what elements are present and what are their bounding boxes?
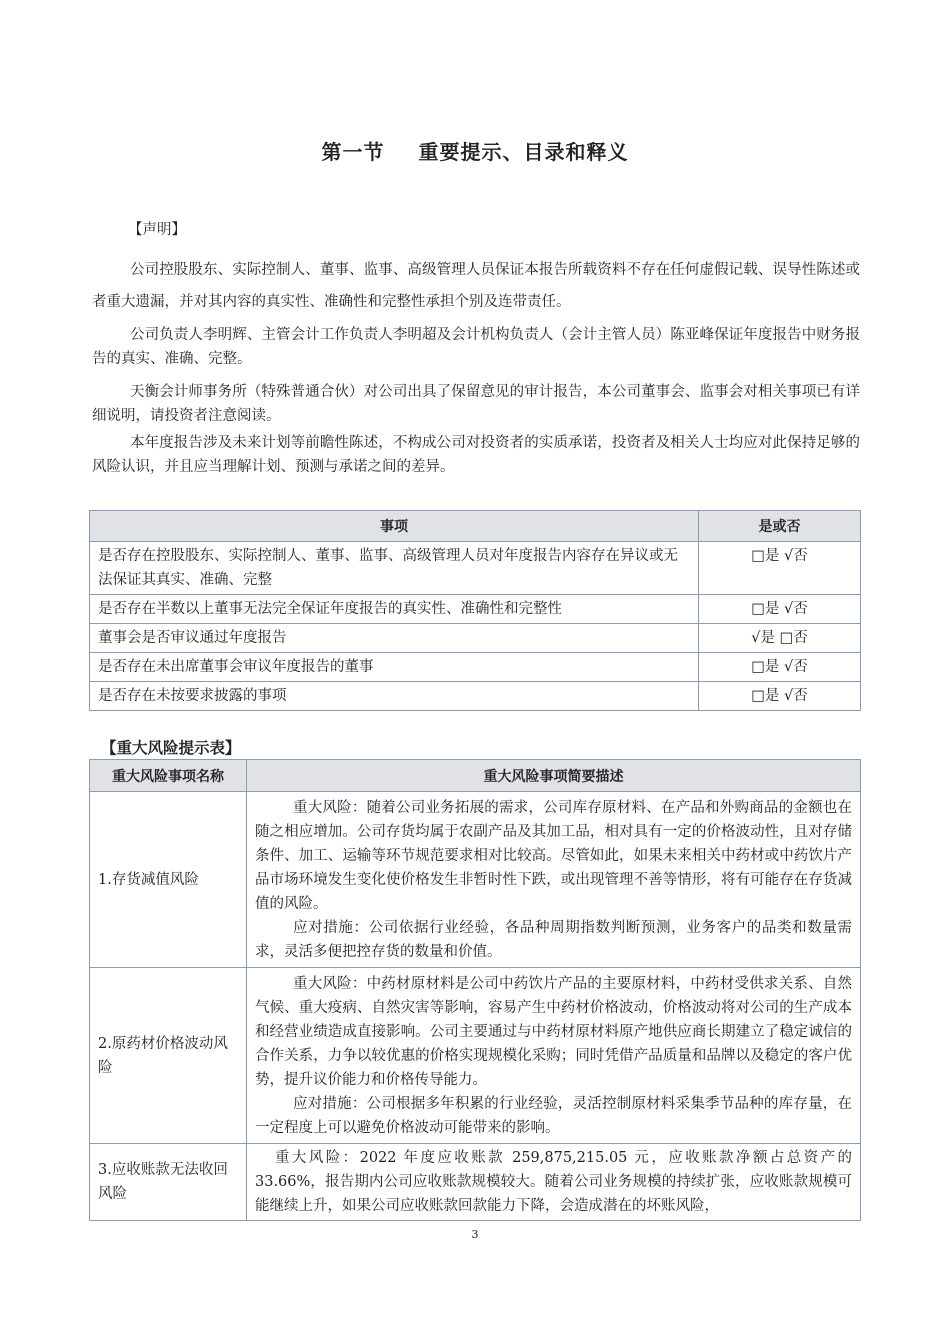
matters-table xyxy=(89,510,861,711)
matter-item: 是否存在半数以上董事无法完全保证年度报告的真实性、准确性和完整性 xyxy=(90,595,699,624)
matter-answer: □是 √否 xyxy=(699,682,861,711)
header-item: 事项 xyxy=(90,511,699,542)
matter-answer: □是 √否 xyxy=(699,653,861,682)
declaration-heading: 【声明】 xyxy=(128,222,186,238)
matter-answer: □是 √否 xyxy=(699,595,861,624)
section-title xyxy=(0,136,950,165)
table-row xyxy=(90,968,861,1144)
declaration-paragraph-1: 公司控股股东、实际控制人、董事、监事、高级管理人员保证本报告所载资料不存在任何虚假记载、误导性陈述或者重大遗漏，并对其内容的真实性、准确性和完整性承担个别及连带责任。 xyxy=(92,262,860,310)
risk-description xyxy=(247,792,861,968)
risk-name: 1.存货减值风险 xyxy=(90,792,247,968)
page-number: 3 xyxy=(471,1228,479,1241)
risk-name: 2.原药材价格波动风险 xyxy=(90,968,247,1144)
header-risk-name: 重大风险事项名称 xyxy=(90,760,247,792)
matter-answer: √是 □否 xyxy=(699,624,861,653)
declaration-paragraph-2: 公司负责人李明辉、主管会计工作负责人李明超及会计机构负责人（会计主管人员）陈亚峰保证年度报告中财务报告的真实、准确、完整。 xyxy=(92,327,860,367)
risk-description xyxy=(247,968,861,1144)
measure-text: 应对措施：公司根据多年积累的行业经验，灵活控制原材料采集季节品种的库存量，在一定程度上可以避免价格波动可能带来的影响。 xyxy=(255,1095,852,1136)
table-row xyxy=(90,792,861,968)
table-row xyxy=(90,542,861,595)
section-number: 第一节 xyxy=(321,140,385,164)
matter-item: 是否存在未出席董事会审议年度报告的董事 xyxy=(90,653,699,682)
risk-table xyxy=(89,759,861,1221)
risk-table-heading: 【重大风险提示表】 xyxy=(101,739,241,757)
table-row xyxy=(90,1144,861,1221)
matter-answer: □是 √否 xyxy=(699,542,861,595)
declaration-paragraph-3: 天衡会计师事务所（特殊普通合伙）对公司出具了保留意见的审计报告，本公司董事会、监事会对相关事项已有详细说明，请投资者注意阅读。 xyxy=(92,384,860,424)
matter-item: 是否存在控股股东、实际控制人、董事、监事、高级管理人员对年度报告内容存在异议或无法保证其真实、准确、完整 xyxy=(90,542,699,595)
header-risk-description: 重大风险事项简要描述 xyxy=(247,760,861,792)
section-name: 重要提示、目录和释义 xyxy=(418,140,629,164)
declaration-paragraph-4: 本年度报告涉及未来计划等前瞻性陈述，不构成公司对投资者的实质承诺，投资者及相关人士均应对此保持足够的风险认识，并且应当理解计划、预测与承诺之间的差异。 xyxy=(92,435,860,475)
risk-text: 重大风险：中药材原材料是公司中药饮片产品的主要原材料，中药材受供求关系、自然气候、重大疫病、自然灾害等影响，容易产生中药材价格波动，价格波动将对公司的生产成本和经营业绩造成直接影响。公司主要通过与中药材原材料原产地供应商长期建立了稳定诚信的合作关系，力争以较优惠的价格实现规模化采购；同时凭借产品质量和品牌以及稳定的客户优势，提升议价能力和价格传导能力。 xyxy=(255,975,852,1088)
risk-text: 重大风险：2022 年度应收账款 259,875,215.05 元，应收账款净额占总资产的33.66%，报告期内公司应收账款规模较大。随着公司业务规模的持续扩张，应收账款规模可能继续上升，如果公司应收账款回款能力下降，会造成潜在的坏账风险， xyxy=(255,1150,852,1214)
risk-text: 重大风险：随着公司业务拓展的需求，公司库存原材料、在产品和外购商品的金额也在随之相应增加。公司存货均属于农副产品及其加工品，相对具有一定的价格波动性，且对存储条件、加工、运输等环节规范要求相对比较高。尽管如此，如果未来相关中药材或中药饮片产品市场环境发生变化使价格发生非暂时性下跌，或出现管理不善等情形，将有可能存在存货减值的风险。 xyxy=(255,799,852,912)
table-header-row xyxy=(90,511,861,542)
table-row xyxy=(90,624,861,653)
risk-description xyxy=(247,1144,861,1221)
matter-item: 董事会是否审议通过年度报告 xyxy=(90,624,699,653)
risk-name: 3.应收账款无法收回风险 xyxy=(90,1144,247,1221)
header-answer: 是或否 xyxy=(699,511,861,542)
table-header-row xyxy=(90,760,861,792)
table-row xyxy=(90,595,861,624)
table-row xyxy=(90,653,861,682)
matter-item: 是否存在未按要求披露的事项 xyxy=(90,682,699,711)
table-row xyxy=(90,682,861,711)
measure-text: 应对措施：公司依据行业经验，各品种周期指数判断预测，业务客户的品类和数量需求，灵活多便把控存货的数量和价值。 xyxy=(255,919,852,960)
